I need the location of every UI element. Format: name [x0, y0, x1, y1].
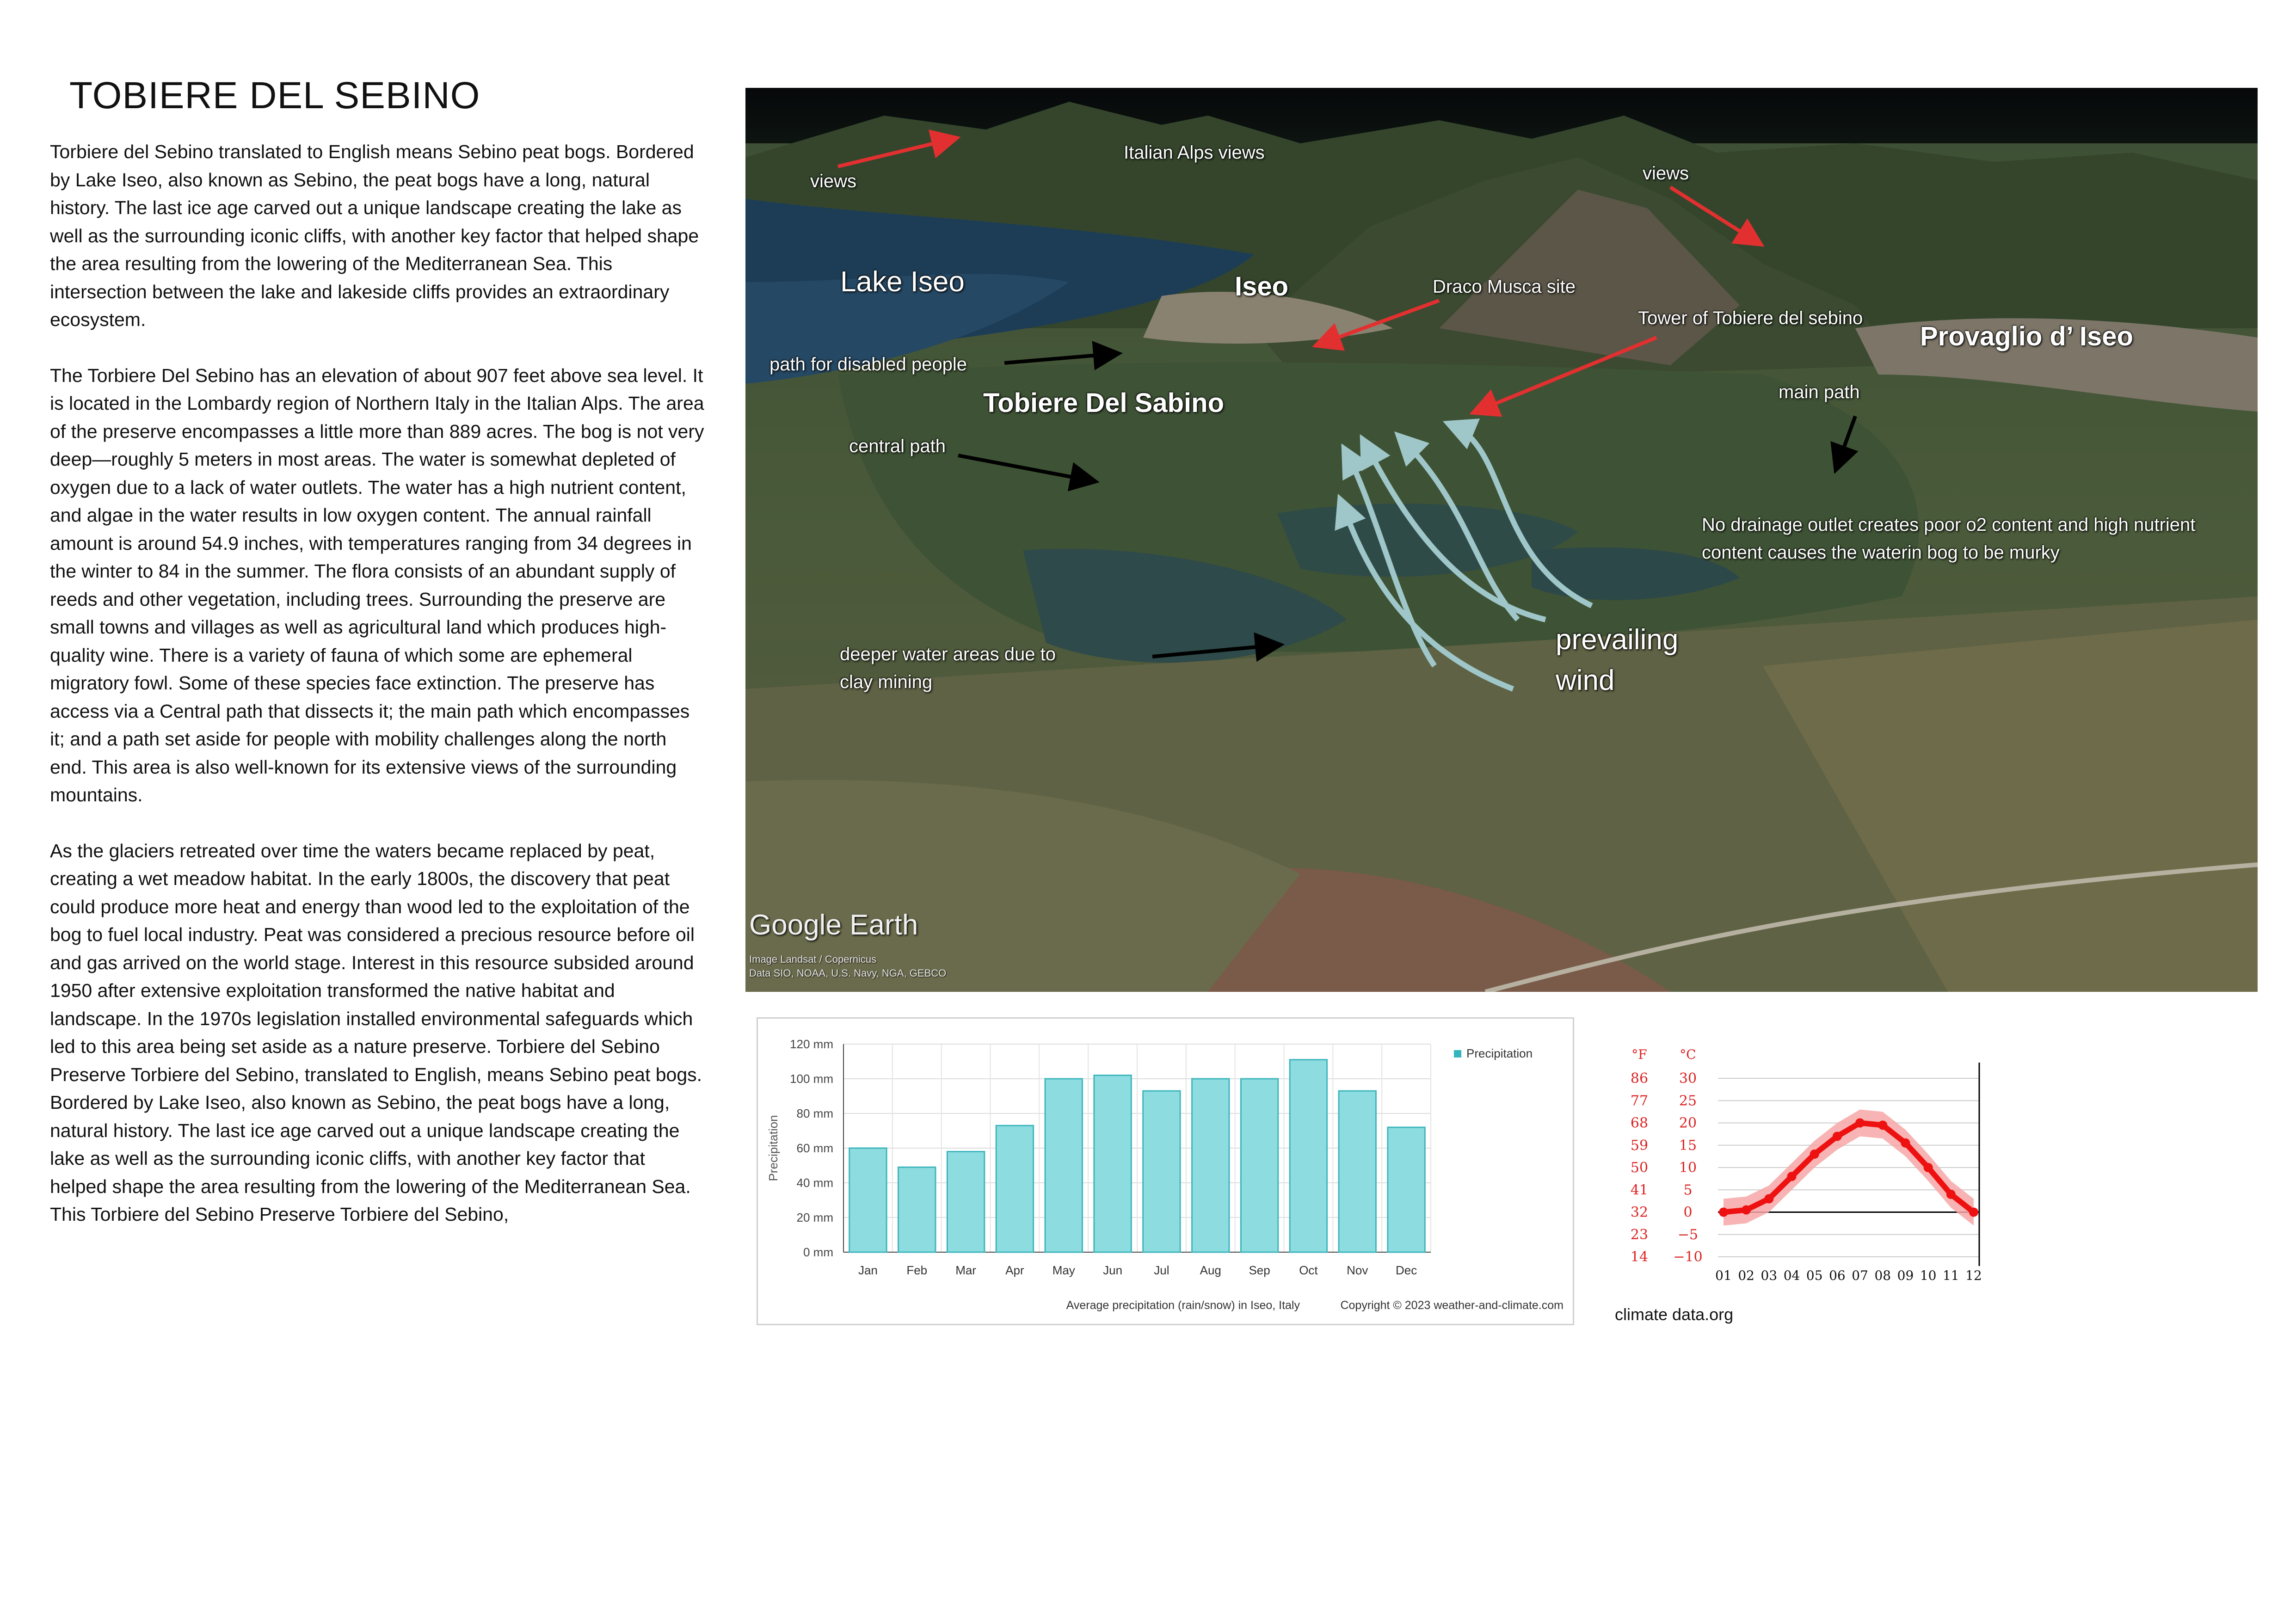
precip-bar — [1290, 1060, 1327, 1252]
temperature-point — [1946, 1190, 1956, 1199]
imagery-credit-line-1: Image Landsat / Copernicus — [749, 953, 877, 965]
x-tick-label: May — [1052, 1263, 1075, 1277]
label-provaglio: Provaglio d’ Iseo — [1920, 321, 2133, 351]
c-tick-label: 30 — [1679, 1070, 1697, 1087]
precipitation-chart — [757, 1017, 1574, 1325]
c-tick-label: 0 — [1683, 1204, 1693, 1221]
y-tick-label: 20 mm — [796, 1211, 833, 1224]
month-label: 12 — [1965, 1268, 1982, 1283]
temperature-point — [1787, 1172, 1797, 1181]
f-tick-label: 32 — [1630, 1204, 1649, 1221]
satellite-map — [745, 88, 2258, 992]
f-tick-label: 68 — [1630, 1115, 1649, 1131]
temperature-point — [1810, 1150, 1819, 1159]
temperature-source: climate data.org — [1615, 1305, 1734, 1324]
legend-swatch — [1454, 1050, 1461, 1057]
temperature-point — [1969, 1208, 1978, 1217]
precipitation-chart-svg — [758, 1019, 1573, 1324]
y-tick-label: 0 mm — [803, 1245, 833, 1259]
f-tick-label: 14 — [1630, 1249, 1649, 1265]
f-tick-label: 77 — [1630, 1093, 1649, 1109]
unit-c: °C — [1680, 1047, 1696, 1062]
month-label: 10 — [1920, 1268, 1937, 1283]
x-tick-label: Oct — [1299, 1263, 1318, 1277]
page-title: TOBIERE DEL SEBINO — [69, 74, 480, 117]
x-tick-label: Sep — [1249, 1263, 1270, 1277]
temperature-point — [1901, 1138, 1910, 1148]
c-tick-label: 25 — [1679, 1093, 1697, 1109]
body-text — [50, 138, 707, 1256]
temperature-chart-svg — [1609, 1040, 1988, 1309]
precip-bar — [1192, 1079, 1229, 1252]
unit-f: °F — [1631, 1047, 1647, 1062]
label-wind: prevailing wind — [1556, 624, 1679, 696]
y-tick-label: 80 mm — [796, 1107, 833, 1120]
y-tick-label: 40 mm — [796, 1176, 833, 1190]
temperature-point — [1833, 1131, 1842, 1141]
precip-bar — [899, 1167, 936, 1252]
google-earth-logo: Google Earth — [749, 909, 918, 941]
precip-bar — [947, 1152, 984, 1253]
paragraph-facts: The Torbiere Del Sebino has an elevation of about 907 feet above sea level. It is located in the Lombardy region of Northern Italy in the Italian Alps. The area of the preserve encompasses a little more than 889 acres. The bog is not very deep—roughly 5 meters in most areas. The water is somewhat depleted of oxygen due to a lack of water outlets. The water has a high nutrient content, and algae in the water results in low oxygen content. The annual rainfall amount is around 54.9 inches, with temperatures ranging from 34 degrees in the winter to 84 in the summer. The flora consists of an abundant supply of reeds and other vegetation, including trees. Surrounding the preserve are small towns and villages as well as agricultural land which produces high-quality wine. There is a variety of fauna of which some are ephemeral migratory fowl. Some of these species face extinction. The preserve has access via a Central path that dissects it; the main path which encompasses it; and a path set aside for people with mobility challenges along the north end. This area is also well-known for its extensive views of the surrounding mountains. — [50, 364, 704, 805]
label-lake-iseo: Lake Iseo — [840, 266, 965, 298]
x-tick-label: Jun — [1103, 1263, 1123, 1277]
label-tower: Tower of Tobiere del sebino — [1638, 308, 1863, 328]
month-label: 05 — [1806, 1268, 1823, 1283]
x-tick-label: Feb — [906, 1263, 928, 1277]
month-label: 09 — [1897, 1268, 1914, 1283]
chart-caption: Average precipitation (rain/snow) in Iseo, Italy — [1066, 1299, 1300, 1312]
y-tick-label: 120 mm — [790, 1037, 833, 1051]
chart-copyright: Copyright © 2023 weather-and-climate.com — [1340, 1299, 1563, 1312]
precip-bar — [1241, 1079, 1278, 1252]
f-tick-label: 41 — [1630, 1182, 1649, 1199]
month-label: 04 — [1783, 1268, 1800, 1283]
label-disabled-path: path for disabled people — [769, 354, 967, 375]
temperature-point — [1878, 1120, 1887, 1130]
c-tick-label: 10 — [1679, 1160, 1697, 1176]
x-tick-label: Jul — [1154, 1263, 1170, 1277]
precip-bar — [1339, 1091, 1376, 1252]
c-tick-label: −5 — [1677, 1226, 1699, 1243]
paragraph-history: As the glaciers retreated over time the waters became replaced by peat, creating a wet meadow habitat. In the early 1800s, the discovery that peat could produce more heat and energy than wood led to the exploitation of the bog to fuel local industry. Peat was considered a precious resource before oil and gas arrived on the world stage. Interest in this resource subsided around 1950 after extensive exploitation transformed the native habitat and landscape. In the 1970s legislation installed environmental safeguards which led to this area being set aside as a nature preserve. Torbiere del Sebino Preserve Torbiere del Sebino, translated to English, means Sebino peat bogs. Bordered by Lake Iseo, also known as Sebino, the peat bogs have a long, natural history. The last ice age carved out a unique landscape creating the lake as well as the surrounding iconic cliffs, with another key factor that helped shape the area resulting from the lowering of the Mediterranean Sea. This Torbiere del Sebino Preserve Torbiere del Sebino, — [50, 840, 702, 1225]
label-draco: Draco Musca site — [1433, 277, 1576, 297]
label-drainage: No drainage outlet creates poor o2 content and high nutrient content causes the waterin bog to be murky — [1702, 515, 2196, 563]
x-tick-label: Nov — [1347, 1263, 1368, 1277]
temperature-point — [1764, 1194, 1773, 1204]
label-main-path: main path — [1779, 382, 1860, 402]
temperature-point — [1924, 1163, 1933, 1172]
label-views-left: views — [810, 171, 857, 191]
f-tick-label: 86 — [1630, 1070, 1649, 1087]
y-tick-label: 60 mm — [796, 1141, 833, 1155]
temperature-point — [1855, 1119, 1865, 1128]
label-views-right: views — [1643, 163, 1689, 184]
x-tick-label: Mar — [955, 1263, 976, 1277]
label-alps-views: Italian Alps views — [1124, 142, 1265, 163]
c-tick-label: −10 — [1673, 1249, 1703, 1265]
precip-bar — [1143, 1091, 1180, 1252]
f-tick-label: 59 — [1630, 1137, 1649, 1154]
paragraph-intro: Torbiere del Sebino translated to English means Sebino peat bogs. Bordered by Lake Iseo, also known as Sebino, the peat bogs have a long, natural history. The last ice age carved out a unique landscape creating the lake as well as the surrounding iconic cliffs, with another key factor that helped shape the area resulting from the lowering of the Mediterranean Sea. This intersection between the lake and lakeside cliffs provides an extraordinary ecosystem. — [50, 141, 699, 330]
month-label: 06 — [1829, 1268, 1846, 1283]
x-tick-label: Aug — [1200, 1263, 1221, 1277]
label-tobiere: Tobiere Del Sabino — [983, 388, 1225, 418]
c-tick-label: 20 — [1679, 1115, 1697, 1131]
precip-bar — [1094, 1076, 1131, 1253]
month-label: 03 — [1760, 1268, 1778, 1283]
month-label: 01 — [1715, 1268, 1732, 1283]
x-tick-label: Dec — [1395, 1263, 1417, 1277]
label-iseo: Iseo — [1235, 271, 1289, 301]
label-deeper-water: deeper water areas due to clay mining — [840, 644, 1056, 692]
f-tick-label: 50 — [1630, 1160, 1649, 1176]
month-label: 11 — [1942, 1268, 1959, 1283]
f-tick-label: 23 — [1630, 1226, 1649, 1243]
precip-bar — [1388, 1127, 1425, 1252]
temperature-point — [1719, 1208, 1728, 1217]
precip-bar — [849, 1148, 886, 1252]
temperature-point — [1742, 1205, 1751, 1215]
y-tick-label: 100 mm — [790, 1072, 833, 1086]
x-tick-label: Jan — [858, 1263, 878, 1277]
precip-bar — [1045, 1079, 1082, 1252]
temperature-chart — [1609, 1040, 1988, 1309]
c-tick-label: 5 — [1683, 1182, 1693, 1199]
legend-label: Precipitation — [1466, 1046, 1533, 1060]
month-label: 08 — [1874, 1268, 1891, 1283]
month-label: 07 — [1852, 1268, 1868, 1283]
month-label: 02 — [1738, 1268, 1755, 1283]
precip-bar — [996, 1125, 1033, 1252]
y-axis-label: Precipitation — [766, 1115, 780, 1181]
imagery-credit — [749, 953, 946, 980]
x-tick-label: Apr — [1005, 1263, 1024, 1277]
c-tick-label: 15 — [1679, 1137, 1697, 1154]
label-central-path: central path — [849, 436, 946, 456]
imagery-credit-line-2: Data SIO, NOAA, U.S. Navy, NGA, GEBCO — [749, 967, 947, 979]
